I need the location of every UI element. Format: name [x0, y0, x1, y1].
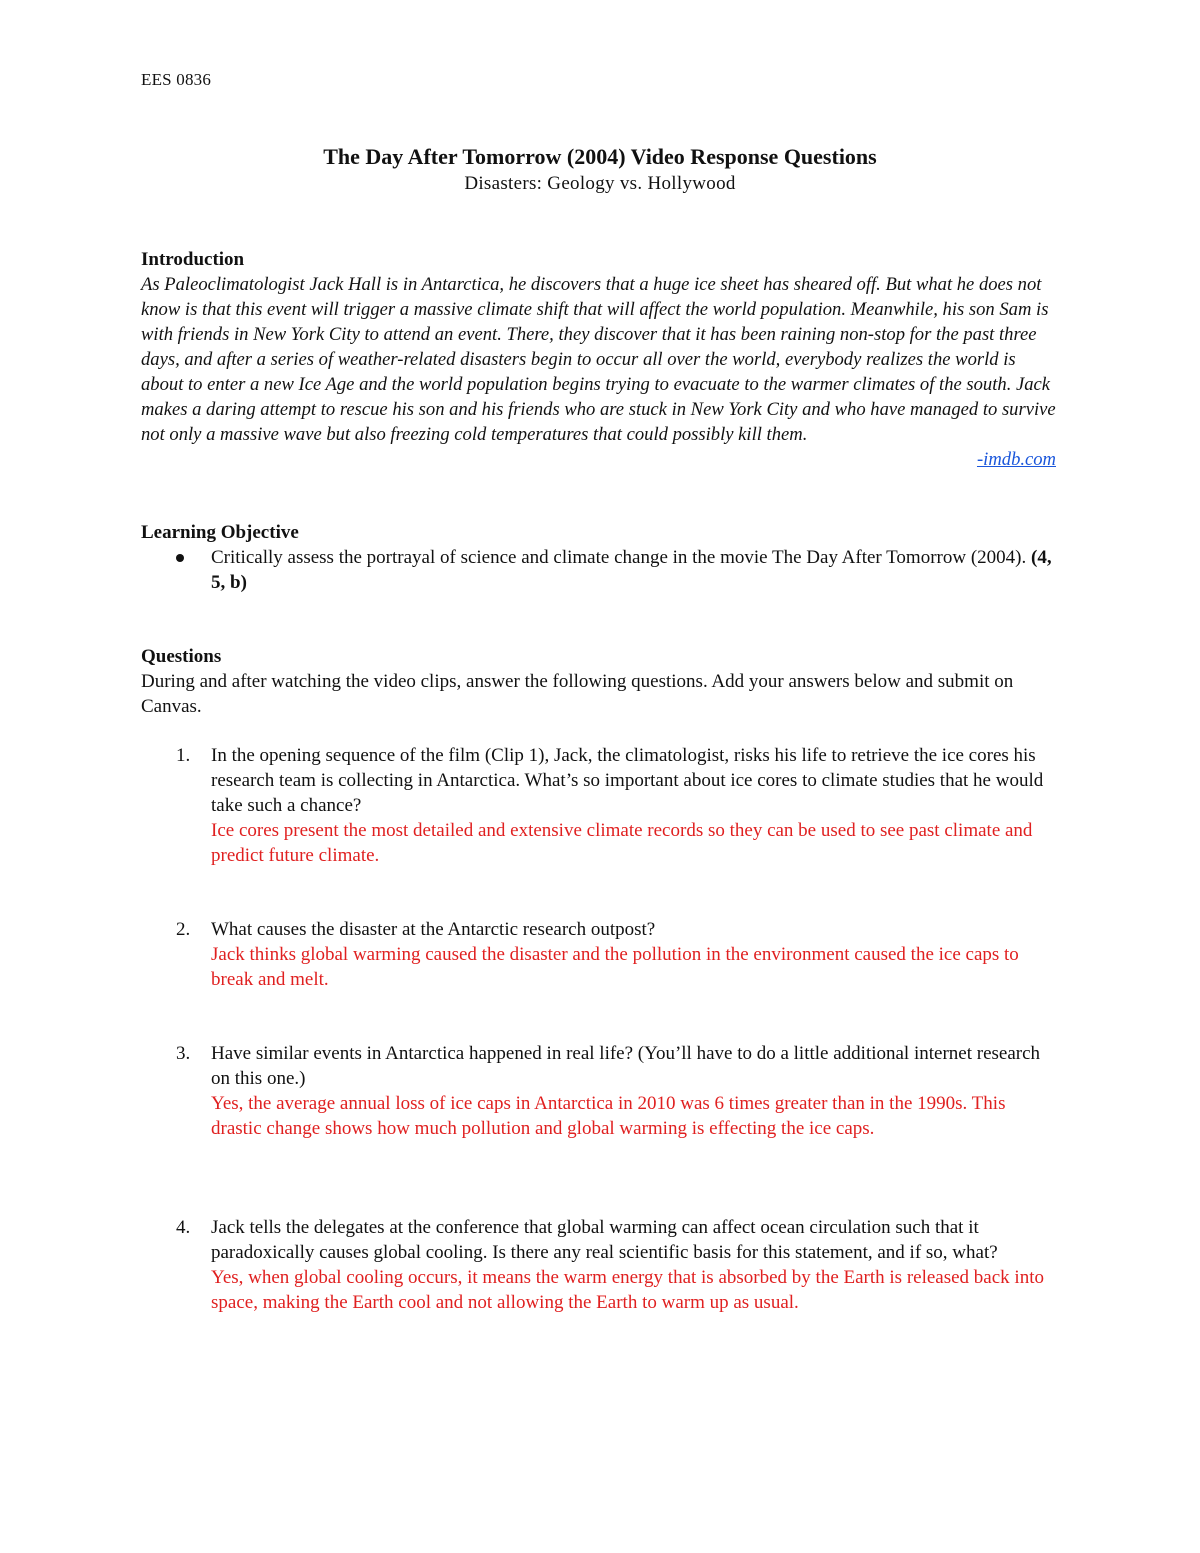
page-subtitle: Disasters: Geology vs. Hollywood — [464, 173, 736, 194]
question-text: Have similar events in Antarctica happened in real life? (You’ll have to do a little additional internet research on this one.) — [211, 1043, 1041, 1089]
question-text: What causes the disaster at the Antarctic research outpost? — [211, 919, 656, 940]
question-number: 2. — [176, 919, 191, 940]
learning-objective-heading: Learning Objective — [141, 522, 299, 543]
question-item — [141, 1041, 1061, 1141]
question-body — [211, 1041, 1056, 1141]
questions-instructions: During and after watching the video clips, answer the following questions. Add your answers below and submit on Canvas. — [141, 671, 1014, 717]
bullet-codes: (4, 5, b) — [211, 547, 1052, 593]
learning-objective-section — [141, 520, 1061, 595]
bullet-text: Critically assess the portrayal of science and climate change in the movie The Day After Tomorrow (2004). — [211, 547, 1031, 568]
questions-section — [141, 644, 1061, 719]
question-text: Jack tells the delegates at the conference that global warming can affect ocean circulation such that it paradoxically causes global cooling. Is there any real scientific basis for this statement, and if so, what? — [211, 1217, 998, 1263]
answer-text: Yes, the average annual loss of ice caps in Antarctica in 2010 was 6 times greater than in the 1990s. This drastic change shows how much pollution and global warming is effecting the ice caps. — [211, 1093, 1006, 1139]
questions-heading: Questions — [141, 646, 222, 667]
answer-text: Yes, when global cooling occurs, it means the warm energy that is absorbed by the Earth is released back into space, making the Earth cool and not allowing the Earth to warm up as usual. — [211, 1267, 1044, 1313]
question-text: In the opening sequence of the film (Clip 1), Jack, the climatologist, risks his life to retrieve the ice cores his research team is collecting in Antarctica. What’s so important about ice cores to climate studies that he would take such a chance? — [211, 745, 1044, 816]
question-body — [211, 743, 1056, 868]
question-item — [141, 743, 1061, 868]
answer-text: Ice cores present the most detailed and extensive climate records so they can be used to see past climate and predict future climate. — [211, 820, 1033, 866]
course-code: EES 0836 — [141, 70, 212, 89]
question-item — [141, 917, 1061, 992]
introduction-section — [141, 247, 1061, 472]
introduction-heading: Introduction — [141, 249, 245, 270]
title-block — [0, 143, 1200, 197]
source-line — [141, 447, 1056, 472]
bullet-dot-icon — [176, 554, 184, 562]
question-number: 4. — [176, 1217, 191, 1238]
learning-objective-bullet — [141, 545, 1061, 595]
question-number: 3. — [176, 1043, 191, 1064]
introduction-text: As Paleoclimatologist Jack Hall is in Antarctica, he discovers that a huge ice sheet has sheared off. But what he does not know is that this event will trigger a massive climate shift that will affect the world population. Meanwhile, his son Sam is with friends in New York City to attend an event. There, they discover that it has been raining non-stop for the past three days, and after a series of weather-related disasters begin to occur all over the world, everybody realizes the world is about to enter a new Ice Age and the world population begins trying to evacuate to the warmer climates of the south. Jack makes a daring attempt to rescue his son and his friends who are stuck in New York City and who have managed to survive not only a massive wave but also freezing cold temperatures that could possibly kill them. — [141, 274, 1056, 445]
source-link[interactable]: -imdb.com — [976, 449, 1056, 470]
question-number: 1. — [176, 745, 191, 766]
question-body — [211, 1215, 1056, 1315]
answer-text: Jack thinks global warming caused the disaster and the pollution in the environment caused the ice caps to break and melt. — [211, 944, 1019, 990]
question-item — [141, 1215, 1061, 1315]
question-body — [211, 917, 1056, 992]
page-title: The Day After Tomorrow (2004) Video Response Questions — [323, 144, 877, 169]
